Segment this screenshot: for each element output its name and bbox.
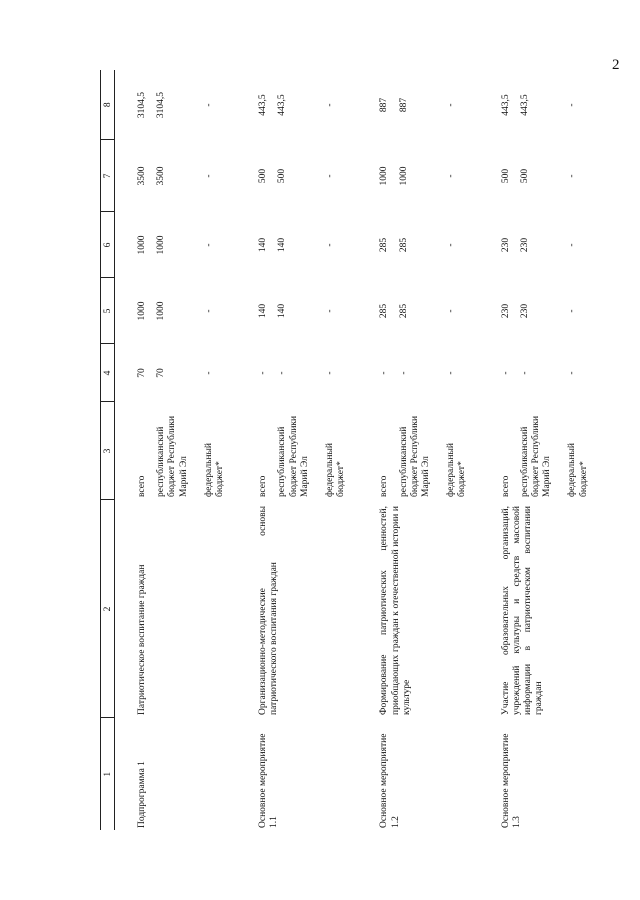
col-header-4: 4 — [101, 344, 115, 402]
col-header-7: 7 — [101, 140, 115, 212]
value-cell: 443,5 — [258, 94, 269, 116]
value-cell: 230 — [500, 303, 511, 319]
value-cell: 3500 — [156, 166, 167, 186]
funding-source: всего — [379, 475, 390, 497]
value-cell: - — [567, 243, 578, 247]
value-cell: 285 — [398, 303, 409, 319]
col-header-3: 3 — [101, 402, 115, 500]
funding-source: республиканский бюджет Республики Марий Эл — [277, 415, 310, 497]
funding-source: федеральный бюджет* — [325, 443, 347, 497]
value-cell: - — [567, 174, 578, 178]
value-cell: - — [519, 371, 530, 375]
value-cell: - — [446, 174, 457, 178]
program-description: Организационно-методические основы патриотического воспитания граждан — [258, 506, 280, 715]
col-header-1: 1 — [101, 718, 115, 830]
value-cell: 443,5 — [277, 94, 288, 116]
page-number: 2 — [612, 57, 620, 73]
budget-table — [100, 70, 600, 830]
value-cell: 443,5 — [500, 94, 511, 116]
value-cell: 285 — [398, 237, 409, 253]
value-cell: - — [203, 103, 214, 107]
value-cell: 1000 — [398, 166, 409, 186]
value-cell: - — [203, 174, 214, 178]
funding-source: федеральный бюджет* — [567, 443, 589, 497]
value-cell: 1000 — [379, 166, 390, 186]
program-description: Формирование патриотических ценностей, приобщающих граждан к отечественной истории и культуре — [379, 506, 412, 715]
value-cell: 70 — [156, 368, 167, 378]
value-cell: 3104,5 — [156, 91, 167, 119]
value-cell: - — [203, 309, 214, 313]
value-cell: - — [379, 371, 390, 375]
funding-source: всего — [258, 475, 269, 497]
value-cell: 140 — [258, 303, 269, 319]
value-cell: 230 — [519, 303, 530, 319]
header-row — [101, 70, 115, 830]
value-cell: 887 — [379, 97, 390, 113]
program-description: Участие образовательных организаций, учреждений культуры и средств массовой информации в патриотическом воспитании граждан — [500, 506, 545, 715]
funding-source: всего — [137, 475, 147, 497]
table-body — [115, 70, 600, 830]
value-cell: 3104,5 — [137, 91, 147, 119]
funding-source: всего — [500, 475, 511, 497]
value-cell: 230 — [500, 237, 511, 253]
value-cell: - — [446, 371, 457, 375]
value-cell: - — [277, 371, 288, 375]
value-cell: 285 — [379, 237, 390, 253]
value-cell: 500 — [258, 168, 269, 184]
value-cell: 1000 — [137, 235, 147, 255]
value-cell: 285 — [379, 303, 390, 319]
col-header-5: 5 — [101, 278, 115, 344]
value-cell: - — [203, 371, 214, 375]
col-header-2: 2 — [101, 500, 115, 718]
table-row — [236, 70, 269, 830]
value-cell: 500 — [500, 168, 511, 184]
value-cell: - — [325, 371, 336, 375]
value-cell: 443,5 — [519, 94, 530, 116]
value-cell: 887 — [398, 97, 409, 113]
value-cell: - — [567, 371, 578, 375]
value-cell: 1000 — [137, 301, 147, 321]
funding-source: республиканский бюджет Республики Марий Эл — [398, 415, 432, 497]
value-cell: 140 — [277, 237, 288, 253]
funding-source: республиканский бюджет Республики Марий Эл — [156, 415, 189, 497]
value-cell: - — [567, 309, 578, 313]
program-name: Основное мероприятие 1.1 — [258, 733, 280, 828]
value-cell: 500 — [277, 168, 288, 184]
value-cell: - — [325, 103, 336, 107]
value-cell: 70 — [137, 368, 147, 378]
col-header-6: 6 — [101, 212, 115, 278]
value-cell: - — [567, 103, 578, 107]
table-row — [115, 70, 149, 830]
value-cell: 1000 — [156, 235, 167, 255]
program-description: Патриотическое воспитание граждан — [137, 564, 147, 715]
table-row — [479, 70, 512, 830]
program-name: Основное мероприятие 1.2 — [379, 733, 401, 828]
program-name: Основное мероприятие 1.3 — [500, 733, 522, 828]
value-cell: - — [325, 309, 336, 313]
value-cell: 230 — [519, 237, 530, 253]
value-cell: - — [446, 103, 457, 107]
value-cell: 140 — [258, 237, 269, 253]
value-cell: - — [325, 243, 336, 247]
value-cell: - — [203, 243, 214, 247]
value-cell: - — [258, 371, 269, 375]
rotated-page — [100, 50, 589, 830]
value-cell: - — [446, 243, 457, 247]
funding-source: федеральный бюджет* — [203, 443, 226, 497]
col-header-8: 8 — [101, 70, 115, 140]
value-cell: 140 — [277, 303, 288, 319]
value-cell: - — [446, 309, 457, 313]
value-cell: - — [500, 371, 511, 375]
program-name: Подпрограмма 1 — [137, 761, 147, 828]
funding-source: республиканский бюджет Республики Марий Эл — [519, 415, 553, 497]
value-cell: - — [398, 371, 409, 375]
value-cell: 3500 — [137, 166, 147, 186]
value-cell: 1000 — [156, 301, 167, 321]
value-cell: - — [325, 174, 336, 178]
table-row — [357, 70, 390, 830]
funding-source: федеральный бюджет* — [446, 443, 468, 497]
value-cell: 500 — [519, 168, 530, 184]
